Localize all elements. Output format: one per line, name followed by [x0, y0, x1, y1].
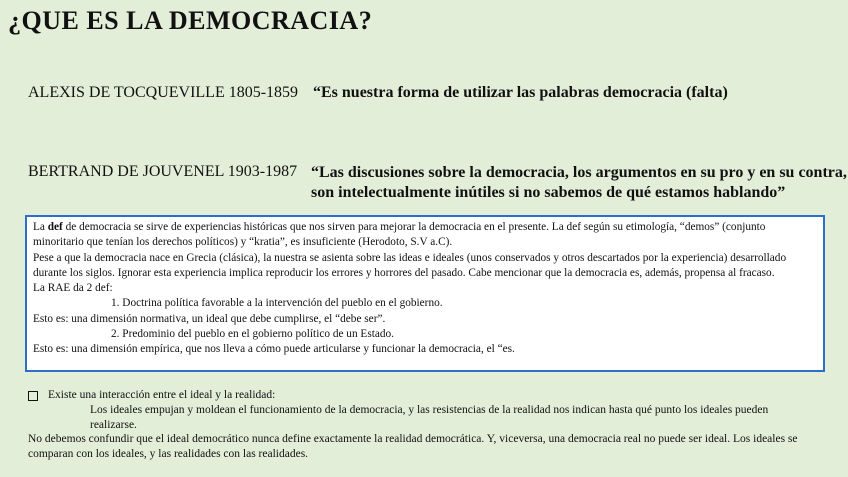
quote-line-1: “Las discusiones sobre la democracia, los argumentos en su pro y en su contra,	[311, 164, 847, 181]
quote-line-2: son intelectualmente inútiles si no sabemos de qué estamos hablando”	[311, 184, 786, 201]
checkbox-bullet-icon	[28, 391, 38, 401]
box-paragraph-4: Esto es: una dimensión normativa, un ideal que debe cumplirse, el “debe ser”.	[33, 312, 386, 325]
closing-paragraph: No debemos confundir que el ideal democrático nunca define exactamente la realidad democrática. Y, viceversa, una democracia real no puede ser ideal. Los ideales se comparan con los ideales, y las realidades con las realidades.	[28, 433, 798, 460]
page-title: ¿QUE ES LA DEMOCRACIA?	[8, 6, 373, 35]
box-paragraph-3: La RAE da 2 def:	[33, 282, 113, 295]
definition-box	[25, 215, 825, 372]
bullet-section	[28, 388, 818, 433]
bullet-text: Existe una interacción entre el ideal y la realidad:	[48, 389, 276, 401]
box-paragraph-2: Pese a que la democracia nace en Grecia (clásica), la nuestra se asienta sobre las ideas e ideales (unos conservados y otros descartados por la experiencia) desarrollado durante los siglos. Ignorar esta experiencia implica reproducir los errores y horrores del pasado. Cabe mencionar que la democracia es, además, propensa al fracaso.	[33, 251, 787, 279]
bold-term: def	[47, 221, 63, 233]
bullet-subtext: Los ideales empujan y moldean el funcionamiento de la democracia, y las resistencias de la realidad nos indican hasta qué punto los ideales pueden realizarse.	[90, 404, 769, 431]
text-span: La	[33, 221, 48, 233]
definition-2: 2. Predominio del pueblo en el gobierno político de un Estado.	[111, 328, 394, 341]
quote-text	[311, 163, 847, 203]
quote-author: ALEXIS DE TOCQUEVILLE 1805-1859	[28, 84, 299, 101]
definition-1: 1. Doctrina política favorable a la intervención del pueblo en el gobierno.	[111, 297, 443, 310]
box-paragraph-1	[33, 220, 817, 251]
text-span: de democracia se sirve de experiencias históricas que nos sirven para mejorar la democracia en el presente. La def según su etimología, “demos” (conjunto minoritario que tenían los derechos políticos) y “kratia”, es insuficiente (Herodoto, S.V a.C).	[33, 221, 766, 249]
box-paragraph-5: Esto es: una dimensión empírica, que nos lleva a cómo puede articularse y funcionar la democracia, el “es.	[33, 343, 515, 356]
bullet-item	[28, 388, 818, 403]
quote-text: “Es nuestra forma de utilizar las palabras democracia (falta)	[313, 84, 728, 101]
quote-author: BERTRAND DE JOUVENEL 1903-1987	[28, 163, 298, 180]
